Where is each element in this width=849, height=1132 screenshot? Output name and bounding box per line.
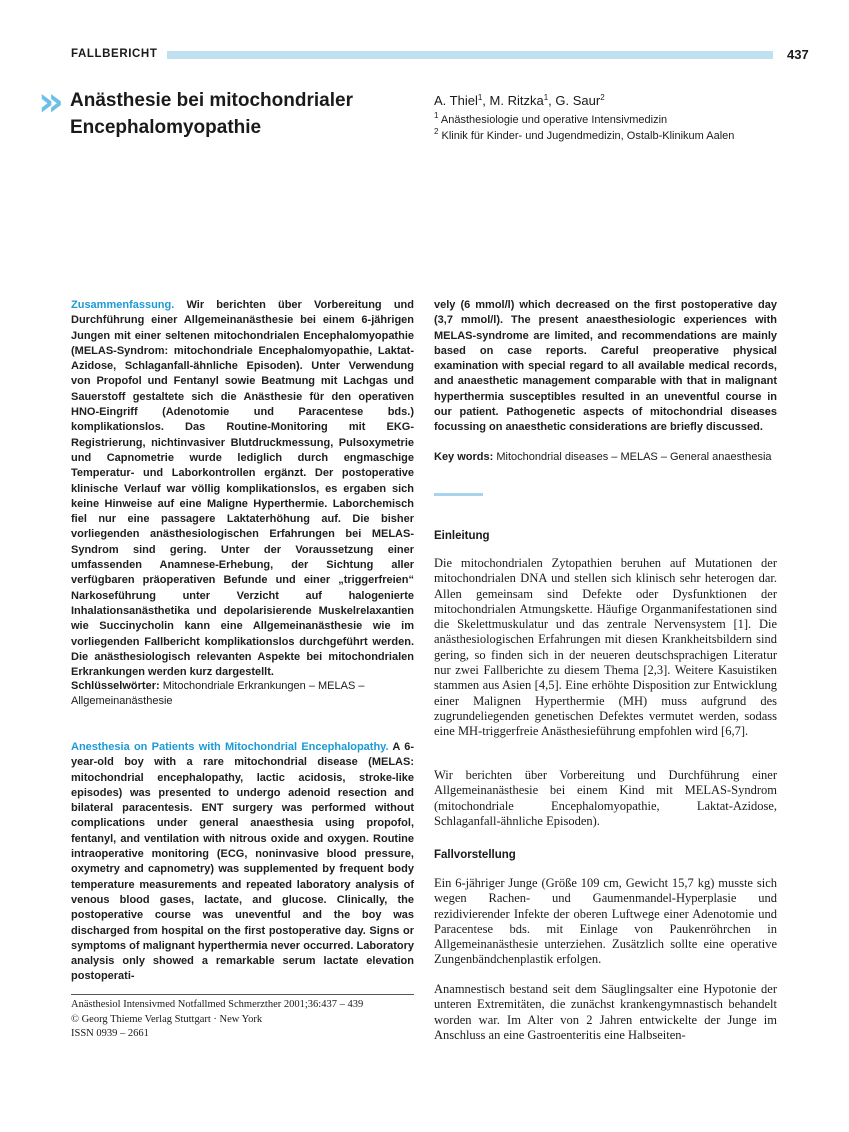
section-heading-fallvorstellung: Fallvorstellung [434,849,516,861]
keywords-english-label: Key words: [434,451,494,463]
abstract-german [71,298,414,680]
citation-footer [71,998,414,1042]
title-line-2: Encephalomyopathie [70,117,262,138]
paragraph-einleitung-1: Die mitochondrialen Zytopathien beruhen auf Mutationen der mitochondrialen DNA und stellen sich klinisch sehr heterogen dar. Allen gemeinsam sind Defekte oder Dysfunktionen der mitochondrialen Atmungskette. Häufige Organmanifestationen sind die Skelettmuskulatur und das zentrale Nervensystem [1]. Die anästhesiologischen Erfahrungen mit diesen Krankheitsbildern sind gering, so finden sich in der neueren deutschsprachigen Literatur nur zwei Fallberichte zu diesem Thema [2,3]. Weitere Kasuistiken stammen aus Asien [4,5]. Eine erhöhte Disposition zur Entwicklung einer Malignen Hyperthermie (MH) muss aufgrund des zugrundeliegenden genetischen Defektes vermutet werden, sodass eine MH-triggerfreie Anästhesieführung empfohlen wird [6,7]. [434,556,777,739]
footer-rule [71,994,414,995]
page-number: 437 [787,47,809,62]
author-name: G. Saur [555,93,601,108]
header-bar [167,51,773,59]
abstract-german-text: Wir berichten über Vorbereitung und Durchführung einer Allgemeinanästhesie bei einem 6-jährigen Jungen mit einer seltenen mitochondrialen Encephalomyopathie (MELAS-Syndrom: mitochondriale Encephalomyopathie, Laktat-Azidose, Schlaganfall-ähnliche Episoden). Unter Verwendung von Propofol und Fentanyl sowie Beatmung mit Lachgas und Sauerstoff gestaltete sich die Anästhesie für den operativen HNO-Eingriff (Adenotomie und Paracentese bds.) komplikationslos. Das Routine-Monitoring mit EKG-Registrierung, nichtinvasiver Blutdruckmessung, Pulsoxymetrie und Capnometrie wurde lediglich durch engmaschige Temperatur- und Laborkontrollen ergänzt. Der postoperative klinische Verlauf war völlig komplikationslos, es ergaben sich keine Hinweise auf eine Maligne Hyperthermie. Laborchemisch fiel nur eine passagere Laktaterhöhung auf. Die bisher vorliegenden anästhesiologischen Erfahrungen bei MELAS-Syndrom sind gering. Unter der Voraussetzung einer umfassenden Anamnese-Erhebung, der Sichtung aller verfügbaren präoperativen Befunde und einer „triggerfreien“ Narkoseführung unter Verzicht auf halogenierte Inhalationsanästhetika und depolarisierende Muskelrelaxantien wie Succinycholin kann eine Allgemeinanästhesie wie im vorliegenden Fallbericht komplikationslos durchgeführt werden. Die anästhesiologisch relevanten Aspekte bei mitochondrialen Erkrankungen werden kurz dargestellt. [71,299,414,679]
author-list [434,92,824,110]
citation-issn: ISSN 0939 – 2661 [71,1028,149,1039]
citation-journal: Anästhesiol Intensivmed Notfallmed Schmerzther 2001;36:437 – 439 [71,999,364,1010]
author-affil-ref: 1 [543,93,549,102]
author-affil-ref: 1 [477,93,483,102]
keywords-german-label: Schlüsselwörter: [71,680,160,692]
citation-publisher: © Georg Thieme Verlag Stuttgart · New York [71,1013,263,1025]
abstract-english [71,740,414,985]
section-label: FALLBERICHT [71,48,158,60]
affiliation-2 [434,128,824,144]
author-name: A. Thiel [434,93,478,108]
section-heading-einleitung: Einleitung [434,530,490,542]
affiliations [434,112,824,144]
author-name: M. Ritzka [489,93,544,108]
divider-accent [434,493,483,496]
abstract-english-continued: vely (6 mmol/l) which decreased on the first postoperative day (3,7 mmol/l). The present anaesthesiologic experiences with MELAS-syndrome are limited, and recommendations are mainly based on case reports. Careful preoperative physical examination with special regard to all available medical records, and anaesthetic management comparable with that in malignant hyperthermia susceptibles resulted in an uneventful course in our patient. Pathogenetic aspects of mitochondrial diseases focussing on anaesthetic considerations are briefly discussed. [434,299,777,434]
author-separator: , [482,93,490,108]
keywords-english [434,450,777,465]
paragraph-einleitung-2: Wir berichten über Vorbereitung und Durchführung einer Allgemeinanästhesie bei einem Kind mit MELAS-Syndrom (mitochondriale Encephalomyopathie, Laktat-Azidose, Schlaganfall-ähnliche Episoden). [434,768,777,828]
keywords-german [71,679,414,710]
abstract-english-text: A 6-year-old boy with a rare mitochondrial disease (MELAS: mitochondrial encephalopathy, lactic acidosis, stroke-like episodes) was presented to undergo adenoid resection and bilateral paracentesis. ENT surgery was performed without complications under general anaesthesia using propofol, fentanyl, and ventilation with nitrous oxide and oxygen. Routine intraoperative monitoring (ECG, noninvasive blood pressure, oxymetry and capnometry) was supplemented by frequent body temperature measurements and repeated laboratory analysis of venous blood gases, lactate, and glucose. Clinically, the postoperative course was uneventful and the boy was discharged from hospital on the first postoperative day. Signs or symptoms of malignant hyperthermia never occurred. Laboratory analysis only showed a remarkable serum lactate elevation postoperati- [71,741,414,983]
paragraph-fallvorstellung-2: Anamnestisch bestand seit dem Säuglingsalter eine Hypotonie der unteren Extremitäten, die zunächst krankengymnastisch behandelt worden war. Im Alter von 2 Jahren entwickelte der Junge im Anschluss an eine Gastroenteritis eine Halbseiten- [434,982,777,1042]
affil-text: Klinik für Kinder- und Jugendmedizin, Ostalb-Klinikum Aalen [438,130,735,142]
affil-text: Anästhesiologie und operative Intensivmedizin [438,114,668,126]
abstract-german-heading: Zusammenfassung. [71,299,175,311]
affil-number: 2 [434,127,439,136]
affiliation-1 [434,112,824,128]
author-affil-ref: 2 [600,93,605,102]
quote-mark-icon: » [38,79,61,125]
keywords-german-text: Mitochondriale Erkrankungen – MELAS – Allgemeinanästhesie [71,680,365,708]
abstract-english-heading: Anesthesia on Patients with Mitochondrial Encephalopathy. [71,741,389,753]
keywords-english-text: Mitochondrial diseases – MELAS – General anaesthesia [493,451,772,463]
article-title [70,87,400,141]
paragraph-fallvorstellung-1: Ein 6-jähriger Junge (Größe 109 cm, Gewicht 15,7 kg) musste sich wegen Rachen- und Gaumenmandel-Hyperplasie und rezidivierender Infekte der oberen Luftwege einer Adenotomie und Paracentese bds. mit Einlage von Paukenröhrchen in Allgemeinanästhesie unterziehen. Zusätzlich sollte eine operative Zungenbändchenplastik erfolgen. [434,876,777,967]
affil-number: 1 [434,111,439,120]
author-separator: , [548,93,556,108]
title-line-1: Anästhesie bei mitochondrialer [70,90,353,111]
